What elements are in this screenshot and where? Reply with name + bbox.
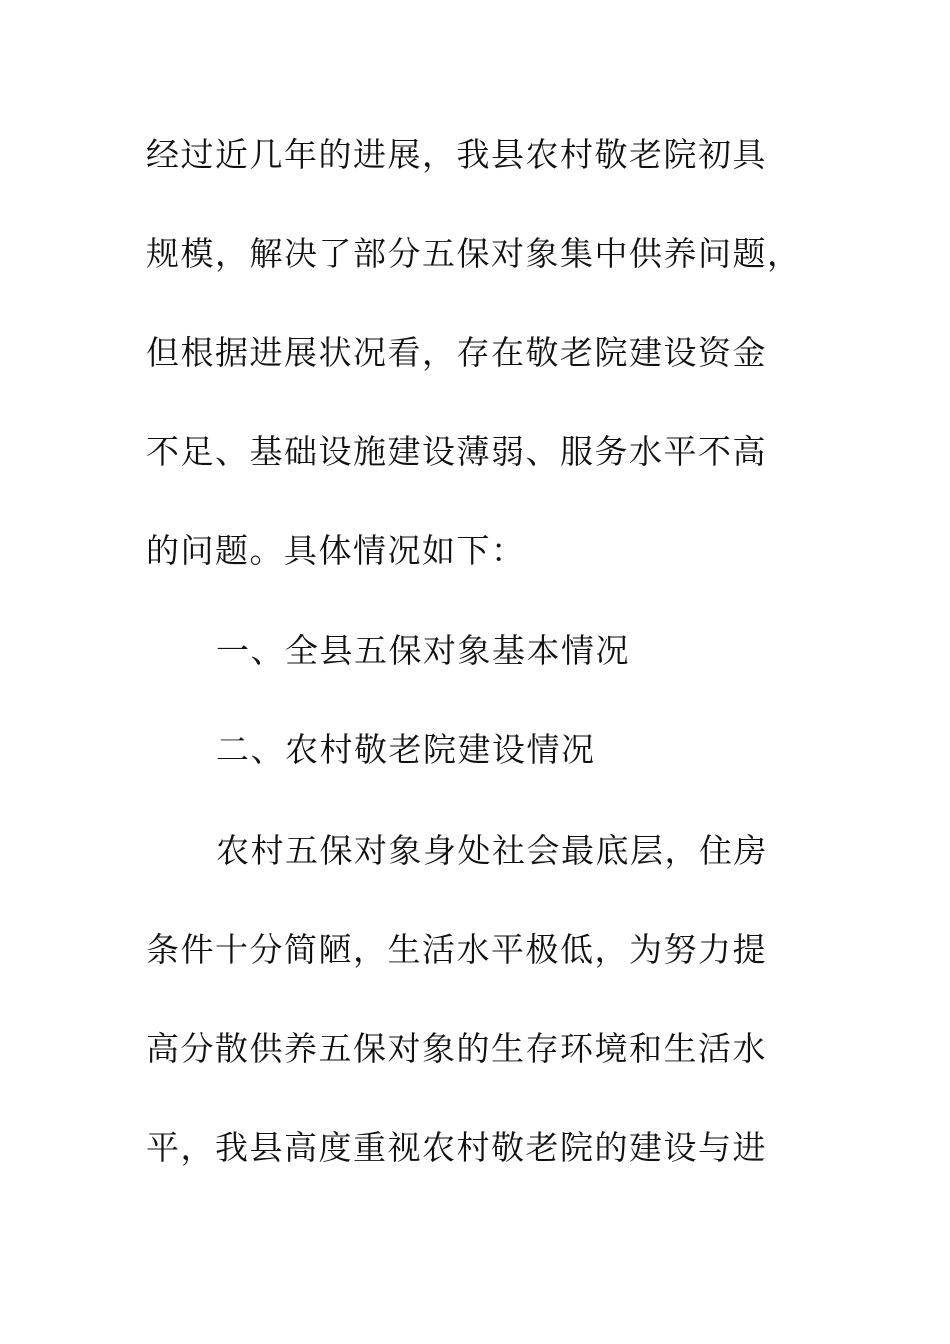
paragraph-line-7: 条件十分简陋，生活水平极低，为努力提 xyxy=(146,930,767,969)
paragraph-line-9: 平，我县高度重视农村敬老院的建设与进 xyxy=(146,1128,767,1167)
paragraph-line-3: 但根据进展状况看，存在敬老院建设资金 xyxy=(146,333,767,372)
section-heading-1: 一、全县五保对象基本情况 xyxy=(216,631,630,670)
paragraph-line-4: 不足、基础设施建设薄弱、服务水平不高 xyxy=(146,432,767,471)
section-heading-2: 二、农村敬老院建设情况 xyxy=(216,730,596,769)
paragraph-line-6: 农村五保对象身处社会最底层，住房 xyxy=(216,831,768,870)
paragraph-line-5: 的问题。具体情况如下： xyxy=(146,531,526,570)
paragraph-line-8: 高分散供养五保对象的生存环境和生活水 xyxy=(146,1029,767,1068)
paragraph-line-1: 经过近几年的进展，我县农村敬老院初具 xyxy=(146,135,767,174)
paragraph-line-2: 规模，解决了部分五保对象集中供养问题， xyxy=(146,234,802,273)
